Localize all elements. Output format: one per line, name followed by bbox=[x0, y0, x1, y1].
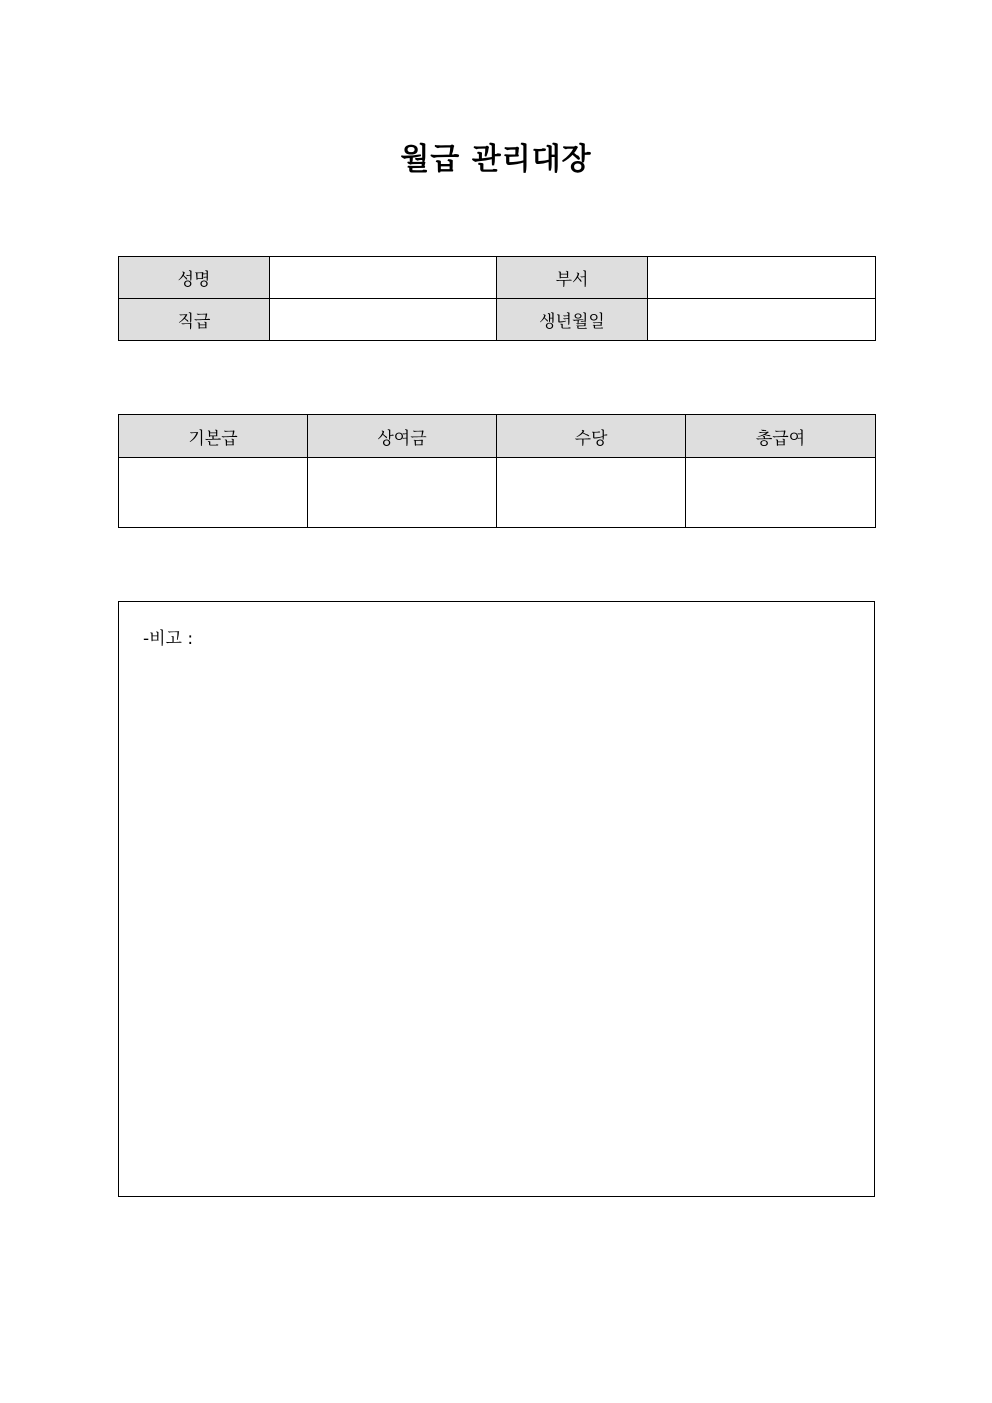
total-pay-field[interactable] bbox=[686, 458, 876, 528]
table-row bbox=[119, 458, 876, 528]
table-row bbox=[119, 299, 876, 341]
employee-info-table bbox=[118, 256, 876, 341]
department-field[interactable] bbox=[648, 257, 876, 299]
department-label: 부서 bbox=[497, 257, 648, 299]
remarks-box[interactable] bbox=[118, 601, 875, 1197]
remarks-label: -비고 : bbox=[143, 629, 194, 649]
birthdate-field[interactable] bbox=[648, 299, 876, 341]
allowance-header: 수당 bbox=[497, 415, 686, 458]
name-field[interactable] bbox=[270, 257, 497, 299]
bonus-header: 상여금 bbox=[308, 415, 497, 458]
allowance-field[interactable] bbox=[497, 458, 686, 528]
table-row bbox=[119, 257, 876, 299]
pay-table bbox=[118, 414, 876, 528]
table-header-row bbox=[119, 415, 876, 458]
base-salary-header: 기본급 bbox=[119, 415, 308, 458]
base-salary-field[interactable] bbox=[119, 458, 308, 528]
position-label: 직급 bbox=[119, 299, 270, 341]
bonus-field[interactable] bbox=[308, 458, 497, 528]
total-pay-header: 총급여 bbox=[686, 415, 876, 458]
page-title: 월급 관리대장 bbox=[400, 142, 592, 177]
name-label: 성명 bbox=[119, 257, 270, 299]
birthdate-label: 생년월일 bbox=[497, 299, 648, 341]
position-field[interactable] bbox=[270, 299, 497, 341]
